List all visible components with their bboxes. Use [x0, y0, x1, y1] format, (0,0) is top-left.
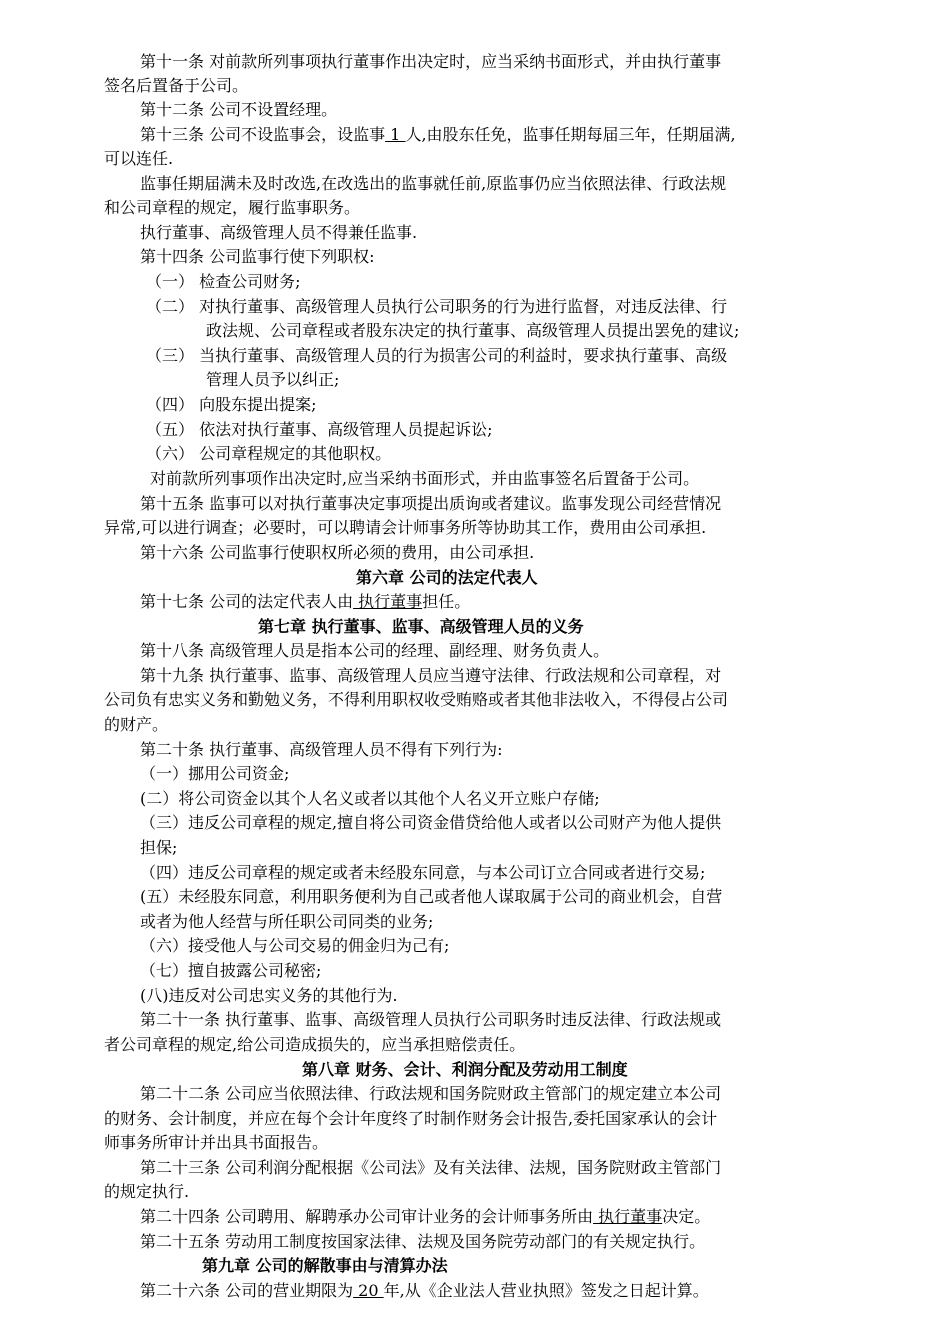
business-term-underline: 20 — [353, 1281, 384, 1300]
article-15-line-2: 异常,可以进行调查；必要时，可以聘请会计师事务所等协助其工作，费用由公司承担. — [104, 518, 707, 537]
prohibited-item-5-line-1: (五）未经股东同意，利用职务便利为自己或者他人谋取属于公司的商业机会，自营 — [140, 887, 723, 906]
prohibited-item-6: （六）接受他人与公司交易的佣金归为己有; — [140, 936, 450, 955]
prohibited-item-3-line-2: 担保; — [140, 838, 178, 857]
article-24-text-a: 第二十四条 公司聘用、解聘承办公司审计业务的会计师事务所由 — [140, 1207, 594, 1226]
article-14: 第十四条 公司监事行使下列职权: — [140, 247, 375, 266]
article-13-line-1 — [140, 124, 736, 146]
article-25: 第二十五条 劳动用工制度按国家法律、法规及国务院劳动部门的有关规定执行。 — [140, 1232, 706, 1251]
article-23-line-1: 第二十三条 公司利润分配根据《公司法》及有关法律、法规，国务院财政主管部门 — [140, 1158, 722, 1177]
prohibited-item-4: （四）违反公司章程的规定或者未经股东同意，与本公司订立合同或者进行交易; — [140, 863, 706, 882]
prohibited-item-8: (八)违反对公司忠实义务的其他行为. — [140, 986, 398, 1005]
prohibited-item-5-line-2: 或者为他人经营与所任职公司同类的业务; — [140, 912, 434, 931]
article-26-text-b: 年,从《企业法人营业执照》签发之日起计算。 — [383, 1281, 709, 1300]
chapter-8-heading: 第八章 财务、会计、利润分配及劳动用工制度 — [302, 1060, 628, 1079]
article-24-text-b: 决定。 — [662, 1207, 711, 1226]
auditor-decider-underline: 执行董事 — [593, 1207, 663, 1226]
power-item-3-line-1: （三） 当执行董事、高级管理人员的行为损害公司的利益时，要求执行董事、高级 — [146, 346, 728, 365]
prohibited-item-1: （一）挪用公司资金; — [140, 764, 290, 783]
article-26 — [140, 1280, 709, 1302]
article-26-text-a: 第二十六条 公司的营业期限为 — [140, 1281, 354, 1300]
supervisor-written-decision: 对前款所列事项作出决定时,应当采纳书面形式，并由监事签名后置备于公司。 — [150, 469, 700, 488]
article-17-text-b: 担任。 — [422, 592, 471, 611]
article-11-line-2: 签名后置备于公司。 — [104, 76, 249, 95]
article-12: 第十二条 公司不设置经理。 — [140, 100, 338, 119]
article-11-line-1: 第十一条 对前款所列事项执行董事作出决定时，应当采纳书面形式，并由执行董事 — [140, 52, 722, 71]
no-concurrent-supervisor: 执行董事、高级管理人员不得兼任监事. — [140, 223, 418, 242]
article-18: 第十八条 高级管理人员是指本公司的经理、副经理、财务负责人。 — [140, 641, 610, 660]
article-19-line-1: 第十九条 执行董事、监事、高级管理人员应当遵守法律、行政法规和公司章程，对 — [140, 666, 722, 685]
prohibited-item-2: (二）将公司资金以其个人名义或者以其他个人名义开立账户存储; — [140, 789, 600, 808]
supervisor-term-line-1: 监事任期届满未及时改选,在改选出的监事就任前,原监事仍应当依照法律、行政法规 — [140, 174, 727, 193]
chapter-6-heading: 第六章 公司的法定代表人 — [356, 568, 538, 587]
power-item-2-line-2: 政法规、公司章程或者股东决定的执行董事、高级管理人员提出罢免的建议; — [206, 321, 740, 340]
power-item-6: （六） 公司章程规定的其他职权。 — [146, 444, 392, 463]
article-22-line-3: 师事务所审计并出具书面报告。 — [104, 1133, 329, 1152]
article-22-line-1: 第二十二条 公司应当依照法律、行政法规和国务院财政主管部门的规定建立本公司 — [140, 1084, 722, 1103]
article-13-text-a: 第十三条 公司不设监事会，设监事 — [140, 125, 386, 144]
article-21-line-2: 者公司章程的规定,给公司造成损失的，应当承担赔偿责任。 — [104, 1035, 526, 1054]
power-item-3-line-2: 管理人员予以纠正; — [206, 370, 340, 389]
power-item-2-line-1: （二） 对执行董事、高级管理人员执行公司职务的行为进行监督，对违反法律、行 — [146, 297, 728, 316]
article-21-line-1: 第二十一条 执行董事、监事、高级管理人员执行公司职务时违反法律、行政法规或 — [140, 1010, 722, 1029]
legal-rep-underline: 执行董事 — [353, 592, 423, 611]
supervisor-term-line-2: 和公司章程的规定，履行监事职务。 — [104, 198, 361, 217]
chapter-7-heading: 第七章 执行董事、监事、高级管理人员的义务 — [258, 617, 584, 636]
supervisor-count-underline: 1 — [385, 125, 406, 144]
article-19-line-3: 的财产。 — [104, 715, 169, 734]
article-19-line-2: 公司负有忠实义务和勤勉义务，不得利用职权收受贿赂或者其他非法收入，不得侵占公司 — [104, 690, 729, 709]
article-17 — [140, 591, 470, 613]
chapter-9-heading: 第九章 公司的解散事由与清算办法 — [202, 1256, 448, 1275]
prohibited-item-7: （七）擅自披露公司秘密; — [140, 961, 322, 980]
power-item-5: （五） 依法对执行董事、高级管理人员提起诉讼; — [146, 420, 493, 439]
prohibited-item-3-line-1: （三）违反公司章程的规定,擅自将公司资金借贷给他人或者以公司财产为他人提供 — [140, 813, 722, 832]
article-13-line-2: 可以连任. — [104, 149, 174, 168]
article-20: 第二十条 执行董事、高级管理人员不得有下列行为: — [140, 740, 503, 759]
article-22-line-2: 的财务、会计制度，并应在每个会计年度终了时制作财务会计报告,委托国家承认的会计 — [104, 1109, 718, 1128]
power-item-1: （一） 检查公司财务; — [146, 272, 301, 291]
power-item-4: （四） 向股东提出提案; — [146, 395, 317, 414]
article-13-text-b: 人,由股东任免，监事任期每届三年，任期届满, — [405, 125, 736, 144]
article-16: 第十六条 公司监事行使职权所必须的费用，由公司承担. — [140, 543, 535, 562]
article-24 — [140, 1206, 710, 1228]
article-17-text-a: 第十七条 公司的法定代表人由 — [140, 592, 354, 611]
article-23-line-2: 的规定执行. — [104, 1182, 190, 1201]
article-15-line-1: 第十五条 监事可以对执行董事决定事项提出质询或者建议。监事发现公司经营情况 — [140, 494, 722, 513]
